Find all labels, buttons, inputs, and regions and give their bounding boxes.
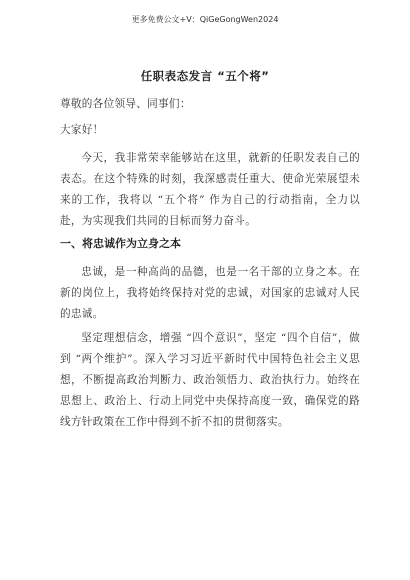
greeting: 大家好！ — [60, 124, 104, 136]
section-heading: 一、将忠诚作为立身之本 — [60, 237, 181, 250]
header-note: 更多免费公文+V：QiGeGongWen2024 — [131, 15, 279, 24]
body-paragraph: 忠诚，是一种高尚的品德，也是一名干部的立身之本。在新的岗位上，我将始终保持对党的忠诚，对国家的忠诚对人民的忠诚。 — [60, 266, 360, 320]
salutation: 尊敬的各位领导、同事们： — [60, 98, 191, 110]
document-title: 任职表态发言 “五个将” — [140, 69, 270, 83]
body-paragraph: 坚定理想信念，增强 “四个意识”，坚定 “四个自信”，做到 “两个维护”。深入学习习近平新时代中国特色社会主义思想，不断提高政治判断力、政治领悟力、政治执行力。始终在思想上、政治上、行动上同党中央保持高度一致，确保党的路线方针政策在工作中得到不折不扣的贯彻落实。 — [60, 332, 360, 428]
intro-paragraph: 今天，我非常荣幸能够站在这里，就新的任职发表自己的表态。在这个特殊的时刻，我深感责任重大、使命光荣展望未来的工作，我将以 “五个将” 作为自己的行动指南，全力以赴，为实现我们共同的目标而努力奋斗。 — [60, 152, 360, 227]
